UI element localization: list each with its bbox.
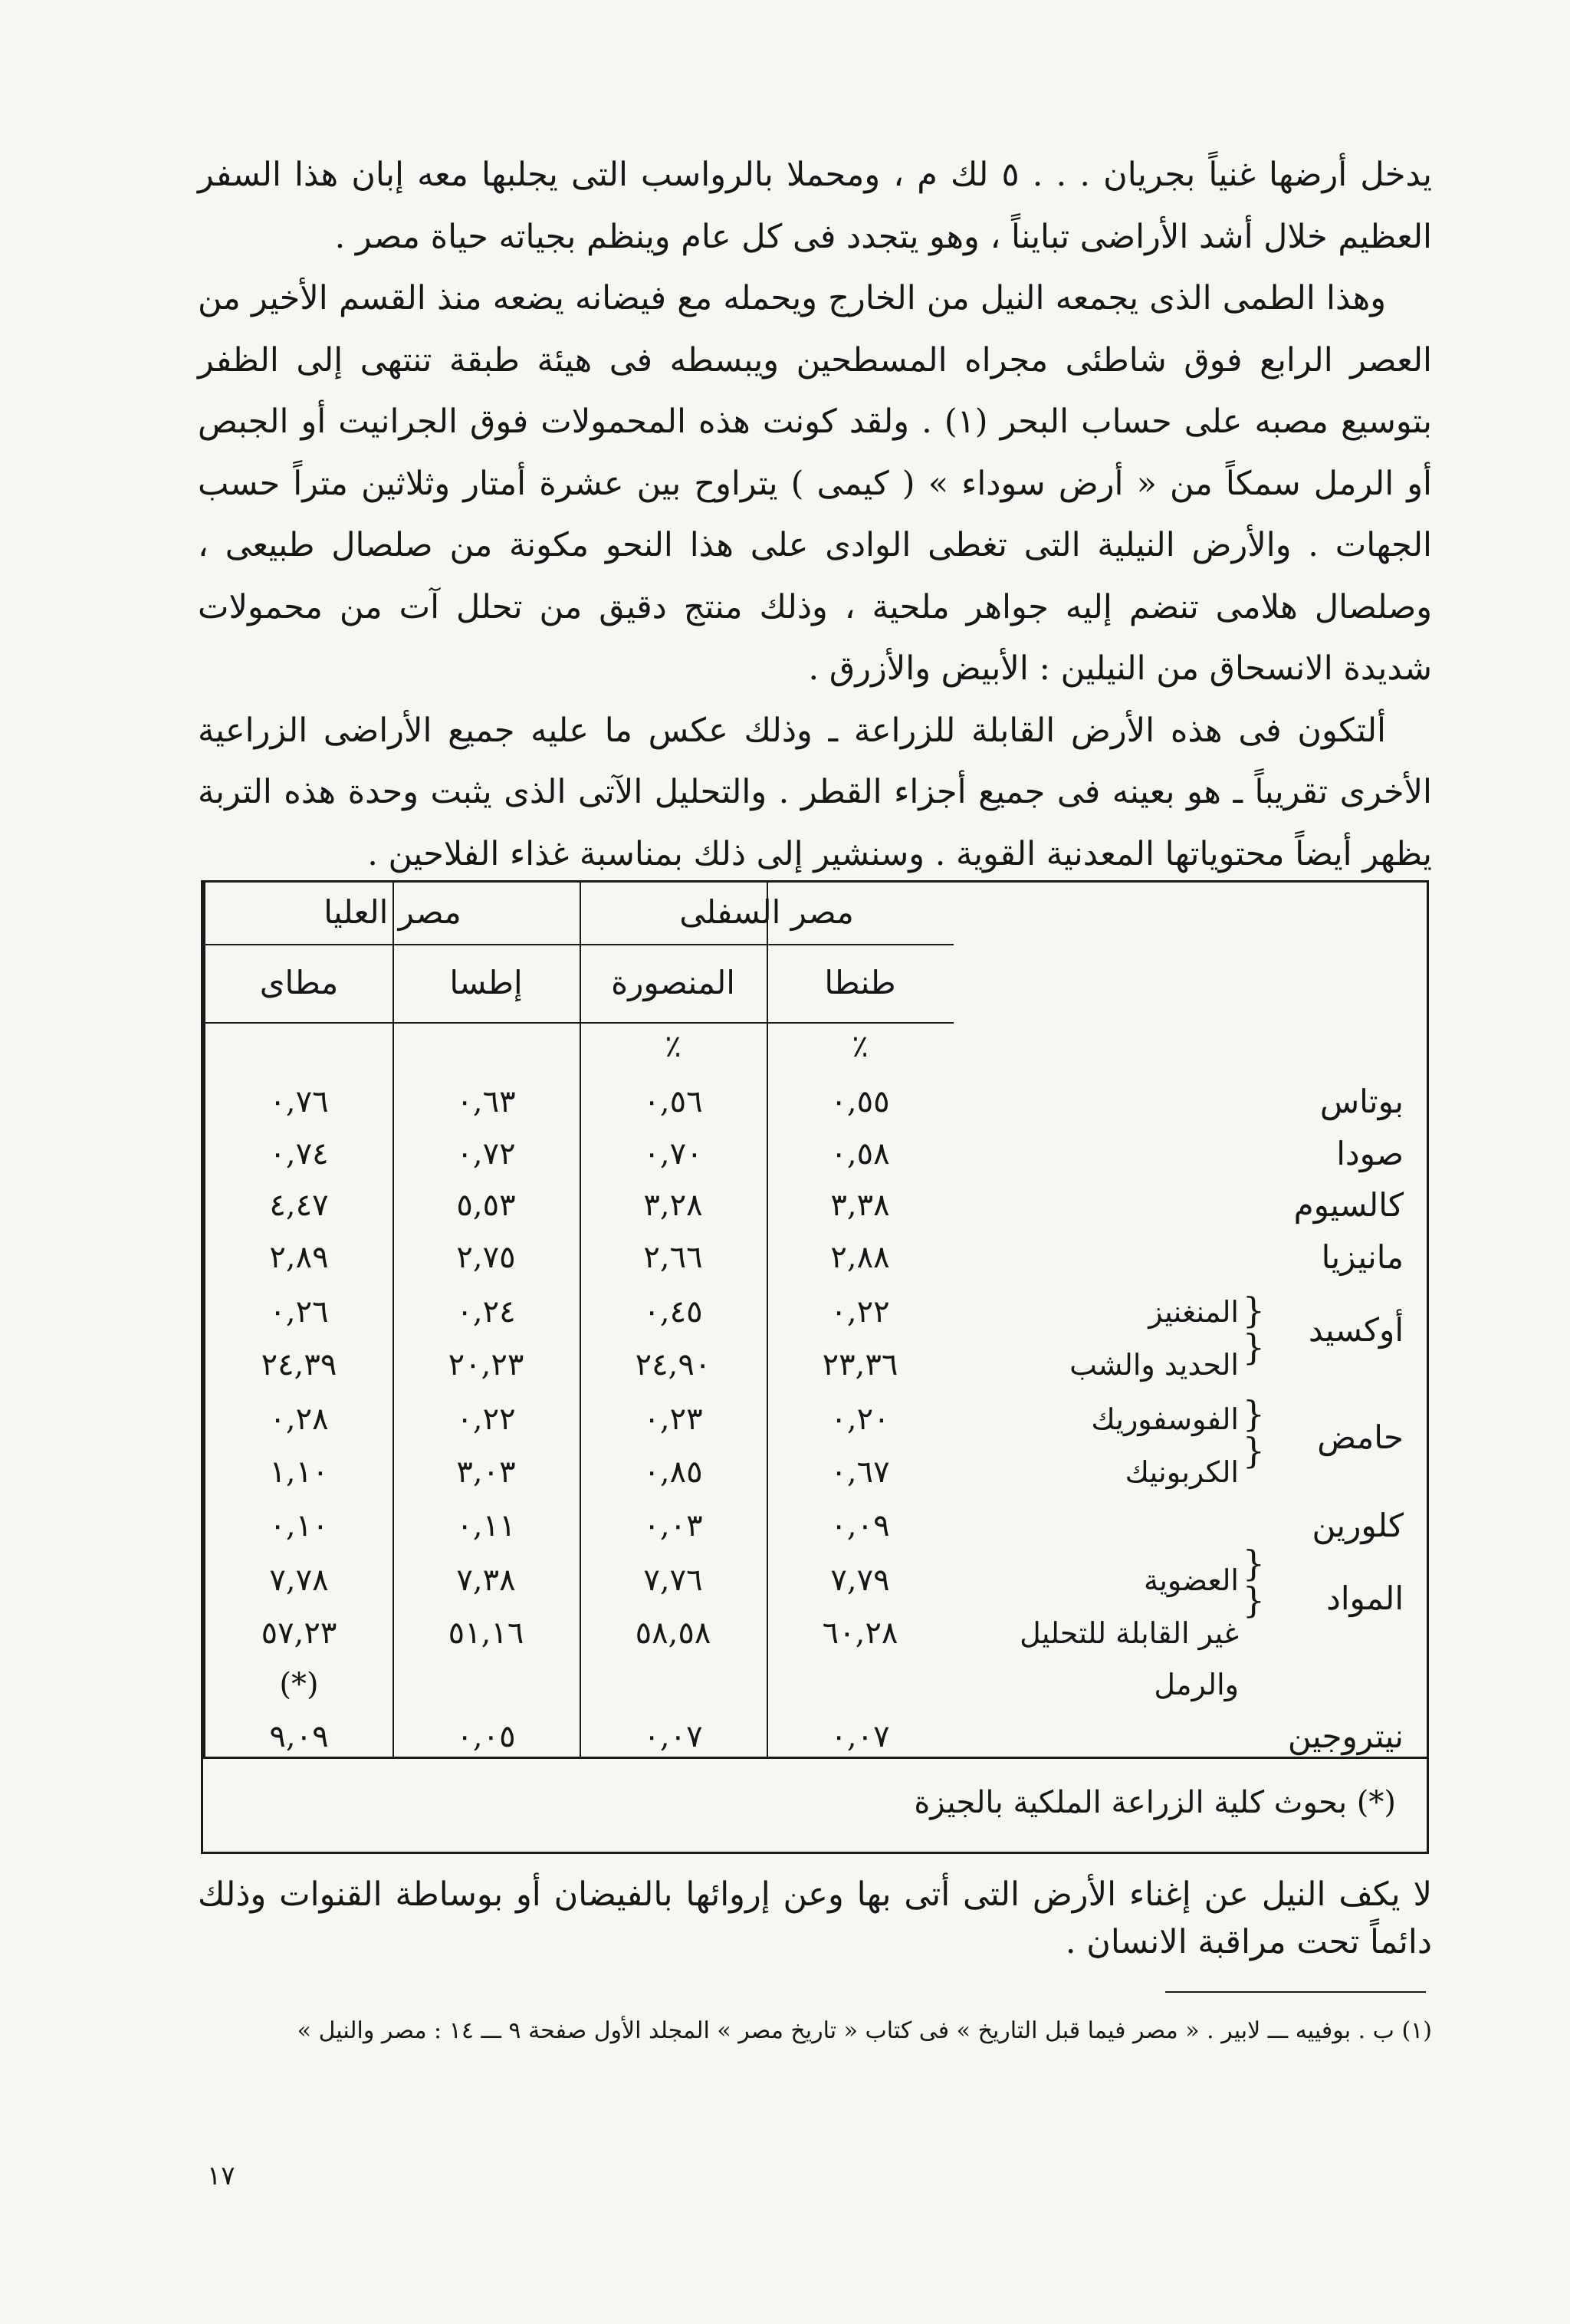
- row-sublabel: الفوسفوريك: [1091, 1402, 1239, 1436]
- table-cell: ٠,٧٠: [643, 1136, 703, 1172]
- table-cell: ٤,٤٧: [269, 1188, 329, 1223]
- brace-matter-2: {: [1242, 1579, 1265, 1621]
- row-label: بوتاس: [1319, 1083, 1404, 1120]
- table-footnote: (*) بحوث كلية الزراعة الملكية بالجيزة: [914, 1785, 1396, 1820]
- body-text: [198, 144, 1432, 885]
- table-cell: ٧,٧٨: [269, 1563, 329, 1598]
- table-cell: ٥٧,٢٣: [261, 1616, 337, 1651]
- table-cell: ٢,٨٩: [269, 1240, 329, 1275]
- row-sublabel: الحديد والشب: [1069, 1348, 1239, 1382]
- table-cell: ٠,٧٢: [456, 1136, 516, 1172]
- row-sublabel: الكربونيك: [1125, 1455, 1239, 1489]
- paragraph-2: وهذا الطمى الذى يجمعه النيل من الخارج ويحمله مع فيضانه يضعه منذ القسم الأخير من العصر الرابع فوق شاطئى مجراه المسطحين ويبسطه فى هيئة طبقة تنتهى إلى الظفر بتوسيع مصبه على حساب البحر (١) . ولقد كونت هذه المحمولات فوق الجرانيت أو الجبص أو الرمل سمكاً من « أرض سوداء » ( كيمى ) يتراوح بين عشرة أمتار وثلاثين متراً حسب الجهات . والأرض النيلية التى تغطى الوادى على هذا النحو مكونة من صلصال طبيعى ، وصلصال هلامى تنضم إليه جواهر ملحية ، وذلك منتج دقيق من تحلل آت من محمولات شديدة الانسحاق من النيلين : الأبيض والأزرق .: [198, 279, 1433, 688]
- table-cell: (*): [279, 1667, 319, 1702]
- paragraph-1: يدخل أرضها غنياً بجريان . . . ٥ لك م ، ومحملا بالرواسب التى يجلبها معه إبان هذا السفر العظيم خلال أشد الأراضى تبايناً ، وهو يتجدد فى كل عام وينظم بجياته حياة مصر .: [198, 156, 1433, 256]
- column-header-matai: مطاى: [259, 964, 339, 1001]
- table-cell: ٠,٢٢: [830, 1294, 890, 1330]
- table-cell: ٣,٠٣: [456, 1455, 516, 1490]
- table-cell: ٥,٥٣: [456, 1188, 516, 1223]
- column-header-esna: إطسا: [449, 964, 523, 1001]
- table-cell: ٥٨,٥٨: [635, 1616, 711, 1651]
- percent-unit: ٪: [665, 1029, 682, 1064]
- row-label: مانيزيا: [1321, 1238, 1404, 1276]
- table-cell: ٦٠,٢٨: [822, 1616, 898, 1651]
- column-header-mansoura: المنصورة: [611, 964, 735, 1001]
- table-cell: ٢٤,٣٩: [261, 1347, 337, 1382]
- row-label: حامض: [1317, 1418, 1404, 1456]
- table-cell: ٠,٦٧: [830, 1455, 890, 1490]
- row-sublabel: غير القابلة للتحليل: [1020, 1616, 1239, 1650]
- closing-paragraph: لا يكف النيل عن إغناء الأرض التى أتى بها وعن إروائها بالفيضان أو بوساطة القنوات وذلك دائماً تحت مراقبة الانسان .: [198, 1875, 1432, 1961]
- table-cell: ٠,٢٣: [643, 1402, 703, 1437]
- table-cell: ٠,١٠: [269, 1508, 329, 1543]
- table-cell: ٠,٢٨: [269, 1402, 329, 1437]
- table-cell: ٢٤,٩٠: [635, 1347, 711, 1382]
- table-cell: ٧,٧٦: [643, 1563, 703, 1598]
- table-cell: ١,١٠: [269, 1455, 329, 1490]
- table-cell: ٠,٢٠: [830, 1402, 890, 1437]
- row-sublabel: والرمل: [1154, 1668, 1239, 1701]
- row-label: صودا: [1336, 1135, 1404, 1172]
- table-cell: ٠,٨٥: [643, 1455, 703, 1490]
- brace-oxide-2: {: [1242, 1326, 1265, 1368]
- row-label: كالسيوم: [1293, 1186, 1404, 1224]
- table-cell: ٠,٠٣: [643, 1508, 703, 1543]
- table-cell: ٠,٠٥: [456, 1719, 516, 1754]
- row-label: المواد: [1326, 1579, 1404, 1617]
- table-grid: [203, 883, 954, 1757]
- table-cell: ٠,٥٨: [830, 1136, 890, 1172]
- table-cell: ٢,٧٥: [456, 1240, 516, 1275]
- row-label: نيتروجين: [1287, 1718, 1404, 1755]
- table-cell: ٣,٢٨: [643, 1188, 703, 1223]
- table-cell: ٠,٤٥: [643, 1294, 703, 1330]
- brace-matter: {: [1242, 1543, 1265, 1584]
- table-cell: ٠,٠٧: [830, 1719, 890, 1754]
- brace-oxide: {: [1242, 1290, 1265, 1331]
- brace-acid-2: {: [1242, 1430, 1265, 1471]
- table-cell: ٠,٥٥: [830, 1084, 890, 1119]
- table-cell: ٢,٦٦: [643, 1240, 703, 1275]
- table-cell: ٣,٣٨: [830, 1188, 890, 1223]
- table-cell: ٠,٢٤: [456, 1294, 516, 1330]
- table-cell: ٧,٣٨: [456, 1563, 516, 1598]
- table-cell: ٢٣,٣٦: [822, 1347, 898, 1382]
- footnote: (١) ب . بوفييه ـــ لابير . « مصر فيما قبل التاريخ » فى كتاب « تاريخ مصر » المجلد الأول صفحة ٩ ـــ ١٤ : مصر والنيل »: [297, 2017, 1432, 2044]
- page-number: ١٧: [207, 2161, 235, 2191]
- table-cell: ٠,١١: [456, 1508, 516, 1543]
- soil-analysis-table: [201, 880, 1429, 1854]
- table-cell: ٥١,١٦: [448, 1616, 524, 1651]
- brace-acid: {: [1242, 1393, 1265, 1435]
- footnote-rule: [1165, 1991, 1426, 1993]
- row-label: كلورين: [1312, 1507, 1404, 1544]
- table-cell: ٩,٠٩: [269, 1719, 329, 1754]
- table-cell: ٠,٢٢: [456, 1402, 516, 1437]
- table-cell: ٠,٥٦: [643, 1084, 703, 1119]
- row-sublabel: العضوية: [1143, 1563, 1239, 1597]
- table-cell: ٧,٧٩: [830, 1563, 890, 1598]
- row-sublabel: المنغنيز: [1148, 1295, 1239, 1329]
- group-header-lower-egypt: مصر السفلى: [679, 893, 854, 931]
- percent-unit: ٪: [852, 1029, 869, 1064]
- paragraph-3: ألتكون فى هذه الأرض القابلة للزراعة ـ وذلك عكس ما عليه جميع الأراضى الزراعية الأخرى تقريباً ـ هو بعينه فى جميع أجزاء القطر . والتحليل الآتى الذى يثبت وحدة هذه التربة يظهر أيضاً محتوياتها المعدنية القوية . وسنشير إلى ذلك بمناسبة غذاء الفلاحين .: [198, 711, 1432, 873]
- table-cell: ٠,٠٩: [830, 1508, 890, 1543]
- table-cell: ٢٠,٢٣: [448, 1347, 524, 1382]
- table-cell: ٠,٧٦: [269, 1084, 329, 1119]
- row-label: أوكسيد: [1308, 1311, 1404, 1349]
- table-cell: ٠,٦٣: [456, 1084, 516, 1119]
- table-cell: ٠,٠٧: [643, 1719, 703, 1754]
- column-header-tanta: طنطا: [824, 964, 896, 1001]
- table-cell: ٠,٧٤: [269, 1136, 329, 1172]
- table-cell: ٢,٨٨: [830, 1240, 890, 1275]
- group-header-upper-egypt: مصر العليا: [324, 893, 461, 931]
- table-cell: ٠,٢٦: [269, 1294, 329, 1330]
